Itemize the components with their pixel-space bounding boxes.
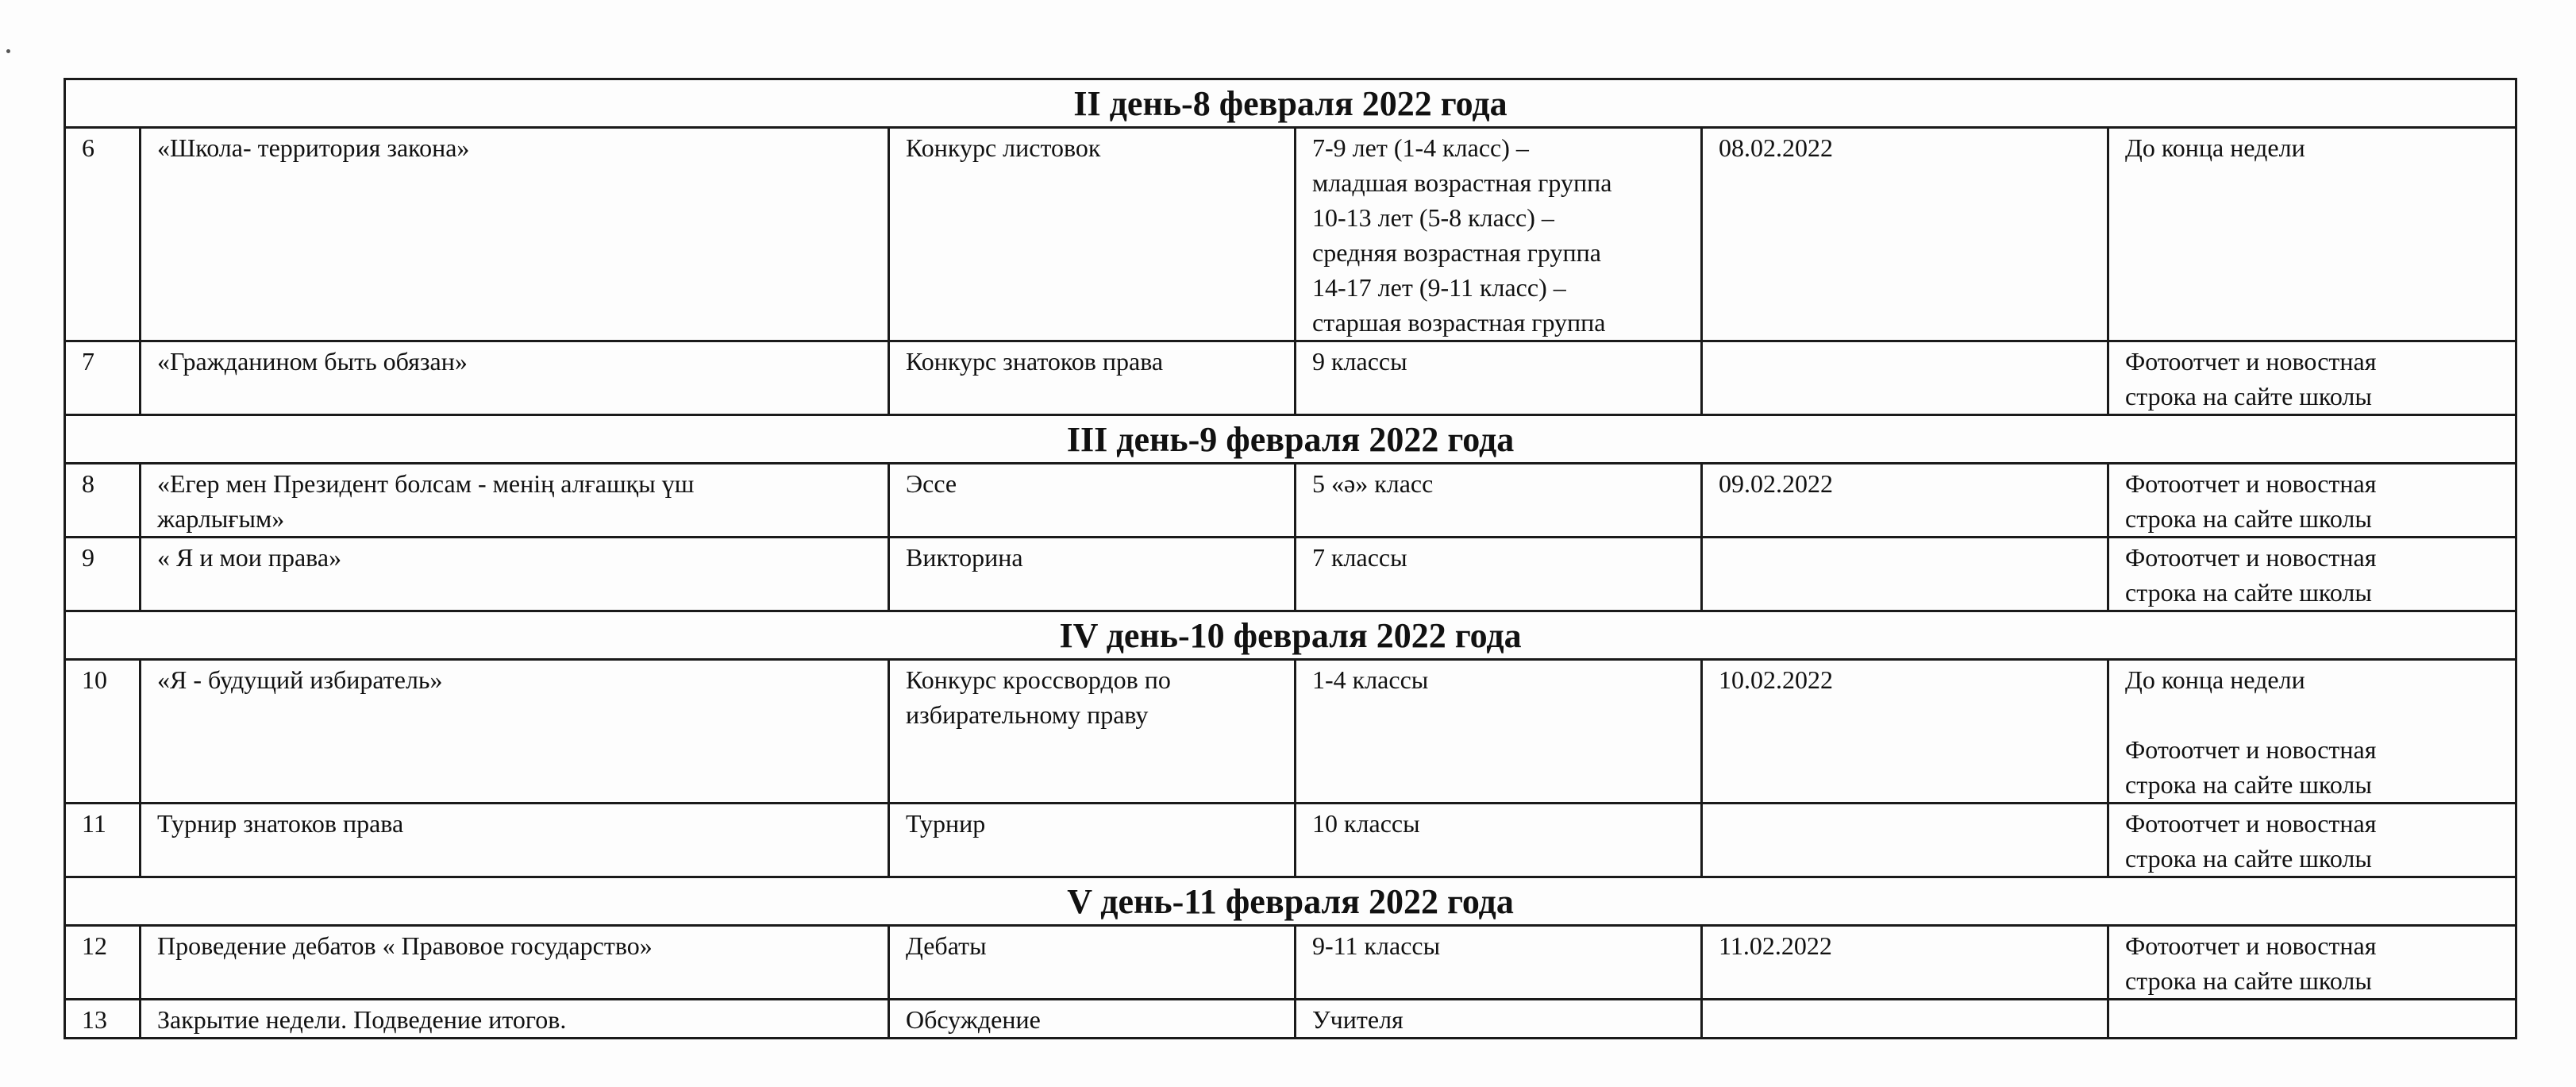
table-row (65, 128, 2516, 341)
day-header-row (65, 877, 2516, 926)
event-date (1702, 1000, 2108, 1039)
event-result: Фотоотчет и новостная строка на сайте школы (2108, 341, 2516, 415)
table-row (65, 926, 2516, 1000)
row-number: 8 (65, 464, 141, 538)
event-form: Обсуждение (889, 1000, 1296, 1039)
event-participants: 5 «ә» класс (1296, 464, 1702, 538)
event-date: 08.02.2022 (1702, 128, 2108, 341)
row-number: 12 (65, 926, 141, 1000)
table-row (65, 804, 2516, 877)
event-result: Фотоотчет и новостная строка на сайте школы (2108, 804, 2516, 877)
event-form: Эссе (889, 464, 1296, 538)
day-header: II день-8 февраля 2022 года (65, 79, 2516, 128)
schedule-table (64, 78, 2517, 1039)
day-header-row (65, 611, 2516, 660)
event-form: Конкурс листовок (889, 128, 1296, 341)
day-header: V день-11 февраля 2022 года (65, 877, 2516, 926)
day-header: III день-9 февраля 2022 года (65, 415, 2516, 464)
event-name: Проведение дебатов « Правовое государство» (141, 926, 889, 1000)
event-result (2108, 1000, 2516, 1039)
event-form: Конкурс знатоков права (889, 341, 1296, 415)
event-result: Фотоотчет и новостная строка на сайте школы (2108, 464, 2516, 538)
row-number: 9 (65, 538, 141, 611)
event-name: «Я - будущий избиратель» (141, 660, 889, 804)
event-form: Конкурс кроссвордов по избирательному праву (889, 660, 1296, 804)
row-number: 11 (65, 804, 141, 877)
event-form: Дебаты (889, 926, 1296, 1000)
event-date (1702, 804, 2108, 877)
event-result: Фотоотчет и новостная строка на сайте школы (2108, 926, 2516, 1000)
table-row (65, 341, 2516, 415)
event-name: Турнир знатоков права (141, 804, 889, 877)
day-header-row (65, 415, 2516, 464)
scan-speck (6, 49, 10, 53)
event-date (1702, 538, 2108, 611)
event-name: Закрытие недели. Подведение итогов. (141, 1000, 889, 1039)
table-row (65, 538, 2516, 611)
event-name: «Егер мен Президент болсам - менің алғашқы үш жарлығым» (141, 464, 889, 538)
event-result: До конца недели (2108, 128, 2516, 341)
event-participants: 1-4 классы (1296, 660, 1702, 804)
event-name: «Школа- территория закона» (141, 128, 889, 341)
event-participants: 9-11 классы (1296, 926, 1702, 1000)
day-header-row (65, 79, 2516, 128)
event-date (1702, 341, 2108, 415)
event-result: До конца недели Фотоотчет и новостная строка на сайте школы (2108, 660, 2516, 804)
event-date: 10.02.2022 (1702, 660, 2108, 804)
row-number: 10 (65, 660, 141, 804)
day-header: IV день-10 февраля 2022 года (65, 611, 2516, 660)
event-date: 09.02.2022 (1702, 464, 2108, 538)
event-participants: 7 классы (1296, 538, 1702, 611)
event-participants: 10 классы (1296, 804, 1702, 877)
row-number: 13 (65, 1000, 141, 1039)
table-row (65, 660, 2516, 804)
event-name: « Я и мои права» (141, 538, 889, 611)
table-row (65, 464, 2516, 538)
event-form: Турнир (889, 804, 1296, 877)
event-form: Викторина (889, 538, 1296, 611)
event-participants: 9 классы (1296, 341, 1702, 415)
event-date: 11.02.2022 (1702, 926, 2108, 1000)
event-name: «Гражданином быть обязан» (141, 341, 889, 415)
row-number: 6 (65, 128, 141, 341)
table-row (65, 1000, 2516, 1039)
row-number: 7 (65, 341, 141, 415)
event-participants: Учителя (1296, 1000, 1702, 1039)
event-result: Фотоотчет и новостная строка на сайте школы (2108, 538, 2516, 611)
event-participants: 7-9 лет (1-4 класс) – младшая возрастная группа 10-13 лет (5-8 класс) – средняя возрастная группа 14-17 лет (9-11 класс) – старшая возрастная группа (1296, 128, 1702, 341)
